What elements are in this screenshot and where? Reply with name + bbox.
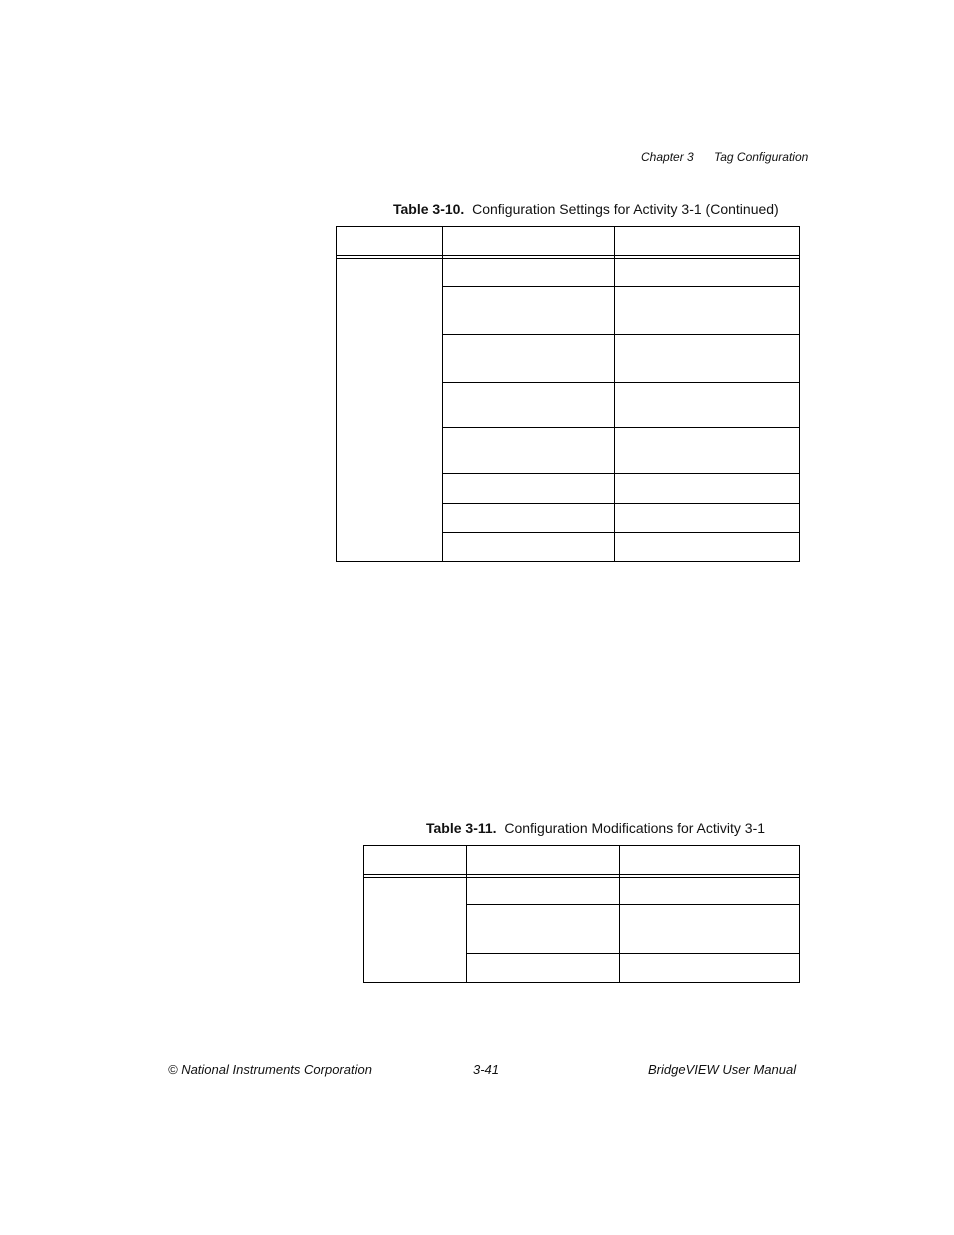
section-label: Tag Configuration xyxy=(714,150,809,164)
table-3-11-title: Configuration Modifications for Activity 3-1 xyxy=(504,820,766,836)
table-row-rule xyxy=(466,953,800,954)
table-border-left xyxy=(336,226,337,562)
table-column-divider xyxy=(619,845,620,983)
table-border-top xyxy=(336,226,800,227)
table-border-right xyxy=(799,845,800,983)
table-border-left xyxy=(363,845,364,983)
table-header-rule xyxy=(336,255,800,256)
table-3-10-label: Table 3-10. xyxy=(393,201,465,217)
table-row-rule xyxy=(442,286,800,287)
table-row-rule xyxy=(442,503,800,504)
footer-copyright: © National Instruments Corporation xyxy=(168,1062,372,1077)
table-column-divider xyxy=(614,226,615,562)
chapter-label: Chapter 3 xyxy=(641,150,694,164)
table-border-bottom xyxy=(363,982,800,983)
table-row-rule xyxy=(442,532,800,533)
page-number: 3-41 xyxy=(473,1062,500,1077)
table-column-divider xyxy=(466,845,467,983)
table-column-divider xyxy=(442,226,443,562)
table-row-rule xyxy=(442,427,800,428)
table-3-11-label: Table 3-11. xyxy=(426,820,497,836)
table-row-rule xyxy=(442,382,800,383)
table-header-rule xyxy=(363,877,800,878)
table-3-11-caption xyxy=(426,820,765,836)
table-row-rule xyxy=(466,904,800,905)
table-3-10-title: Configuration Settings for Activity 3-1 (Continued) xyxy=(472,201,779,217)
table-border-bottom xyxy=(336,561,800,562)
table-3-10-caption xyxy=(393,201,779,217)
table-border-right xyxy=(799,226,800,562)
table-border-top xyxy=(363,845,800,846)
manual-title: BridgeVIEW User Manual xyxy=(648,1062,797,1077)
table-header-rule xyxy=(336,258,800,259)
table-row-rule xyxy=(442,473,800,474)
table-header-rule xyxy=(363,874,800,875)
table-row-rule xyxy=(442,334,800,335)
